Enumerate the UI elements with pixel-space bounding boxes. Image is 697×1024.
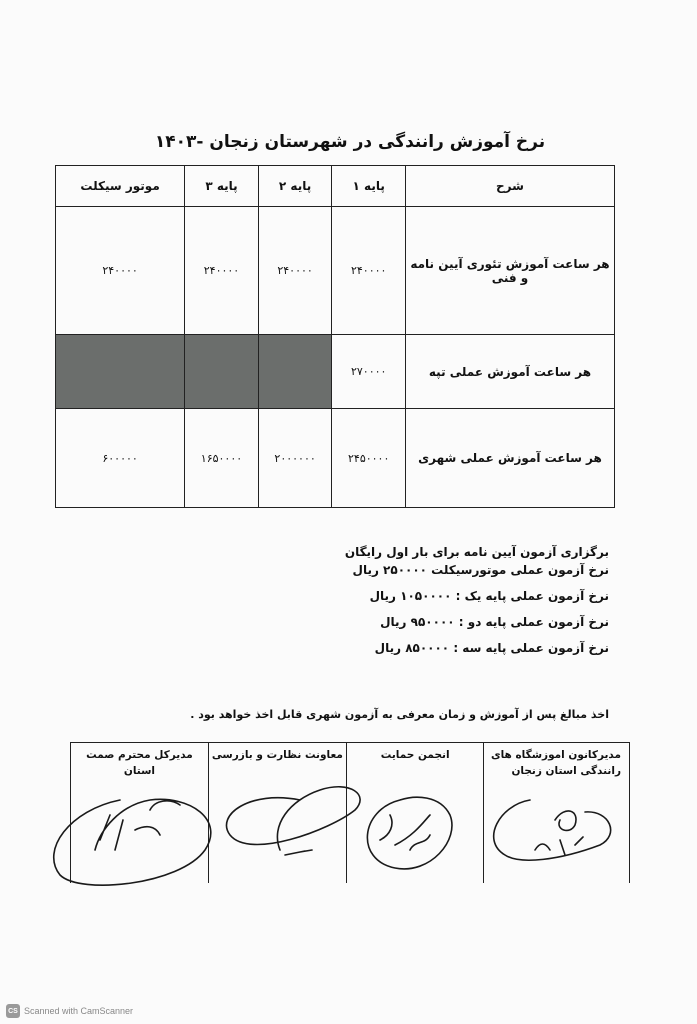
camscanner-icon: CS [6, 1004, 20, 1018]
signature-inspection-deputy [226, 787, 360, 855]
document-title: نرخ آموزش رانندگی در شهرستان زنجان -۱۴۰۳ [154, 132, 546, 152]
cell-value: ۲۰۰۰۰۰۰ [258, 409, 332, 508]
cell-value: ۲۴۰۰۰۰ [332, 207, 406, 335]
cell-value: ۲۴۵۰۰۰۰ [332, 409, 406, 508]
header-grade-1: پایه ۱ [332, 166, 406, 207]
header-description: شرح [406, 166, 615, 207]
footnote: اخذ مبالغ پس از آموزش و زمان معرفی به آزمون شهری قابل اخذ خواهد بود . [190, 708, 609, 721]
note-item: نرخ آزمون عملی پایه یک : ۱۰۵۰۰۰۰ ریال [369, 589, 609, 603]
signature-director-general [54, 799, 211, 885]
cell-value: ۶۰۰۰۰۰ [56, 409, 185, 508]
note-item: نرخ آزمون عملی موتورسیکلت ۲۵۰۰۰۰ ریال [352, 563, 609, 577]
watermark-text: Scanned with CamScanner [24, 1006, 134, 1016]
row-label: هر ساعت آموزش عملی تپه [406, 335, 615, 409]
signature-box-director-general: مدیرکل محترم صمت استان [71, 743, 209, 884]
header-motorcycle: موتور سیکلت [56, 166, 185, 207]
signature-support-association [367, 797, 452, 869]
cell-value: ۲۴۰۰۰۰ [185, 207, 259, 335]
row-label: هر ساعت آموزش تئوری آیین نامه و فنی [406, 207, 615, 335]
cell-value: ۲۷۰۰۰۰ [332, 335, 406, 409]
note-item: نرخ آزمون عملی پایه سه : ۸۵۰۰۰۰ ریال [374, 641, 609, 655]
scanner-watermark [6, 1004, 133, 1018]
note-item: نرخ آزمون عملی پایه دو : ۹۵۰۰۰۰ ریال [380, 615, 609, 629]
signature-association-director [494, 800, 611, 860]
header-grade-2: پایه ۲ [258, 166, 332, 207]
cell-value: ۲۴۰۰۰۰ [258, 207, 332, 335]
signature-box-inspection-deputy: معاونت نظارت و بازرسی [208, 743, 346, 884]
signature-box-association-director: مدیرکانون اموزشگاه های رانندگی استان زنجان [484, 743, 630, 884]
cell-value: ۲۴۰۰۰۰ [56, 207, 185, 335]
cell-value: ۱۶۵۰۰۰۰ [185, 409, 259, 508]
header-grade-3: پایه ۳ [185, 166, 259, 207]
row-label: هر ساعت آموزش عملی شهری [406, 409, 615, 508]
signature-box-support-association: انجمن حمایت [346, 743, 484, 884]
note-item: برگزاری آزمون آیین نامه برای بار اول رایگان [344, 545, 609, 559]
